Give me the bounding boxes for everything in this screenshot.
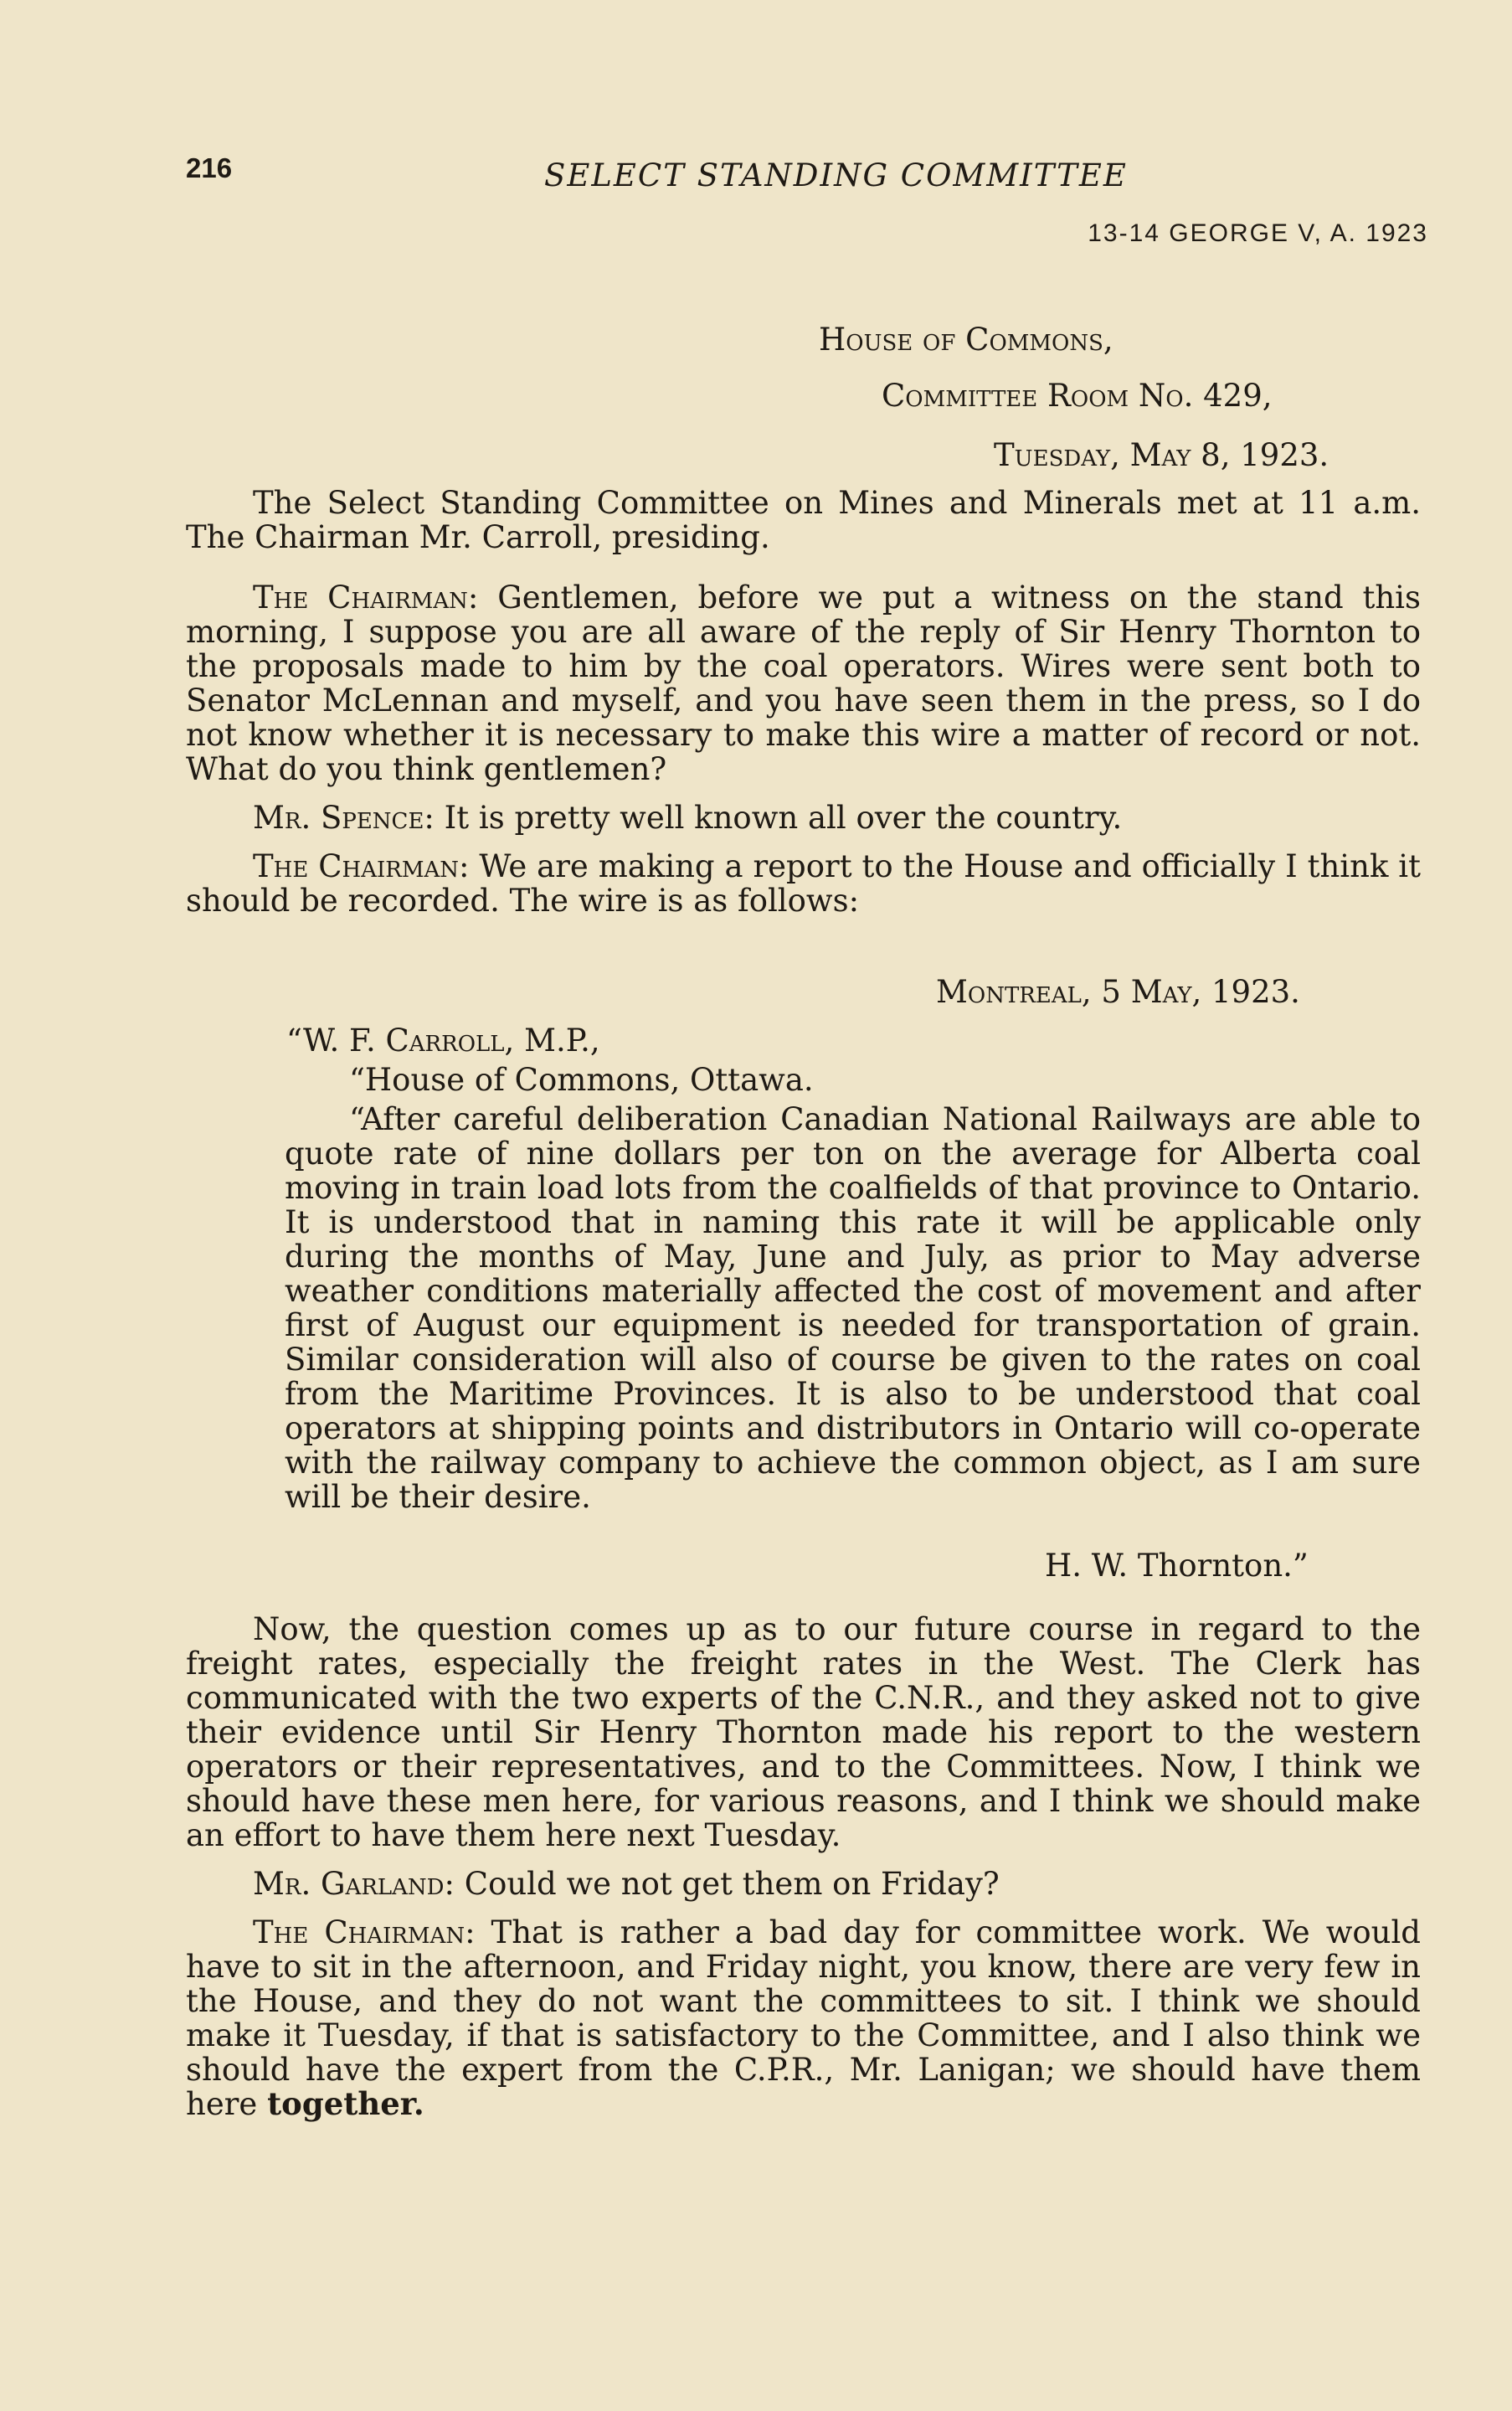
speech-chairman-3: Now, the question comes up as to our future course in regard to the freight rates, especially the freight rates in the West. The Clerk has communicated with the two experts of the C.N.R., and they asked not to give their evidence until Sir Henry Thornton made his report to the western operators or their representatives, and to the Committees. Now, I think we should have these men here, for various reasons, and I think we should make an effort to have them here next Tuesday.	[186, 1611, 1421, 1853]
opening-section	[186, 486, 1421, 554]
telegram-body: “After careful deliberation Canadian National Railways are able to quote rate of nine dollars per ton on the average for Alberta coal moving in train load lots from the coalfields of that province to Ontario. It is understood that in naming this rate it will be applicable only during the months of May, June and July, as prior to May adverse weather conditions materially affected the cost of movement and after first of August our equipment is needed for transportation of grain. Similar consideration will also of course be given to the rates on coal from the Maritime Provinces. It is also to be understood that coal operators at shipping points and distributors in Ontario will co-operate with the railway company to achieve the common object, as I am sure will be their desire.	[285, 1101, 1421, 1515]
running-title: SELECT STANDING COMMITTEE	[544, 157, 1128, 193]
speech-garland	[186, 1867, 1421, 1901]
telegram-place-date: Montreal, 5 May, 1923.	[936, 974, 1300, 1010]
speaker-label: The Chairman:	[253, 1914, 476, 1950]
speech-chairman-4	[186, 1915, 1421, 2121]
speech-chairman-2	[186, 849, 1421, 918]
opening-paragraph: The Select Standing Committee on Mines and Minerals met at 11 a.m. The Chairman Mr. Carroll, presiding.	[186, 485, 1421, 555]
telegram-address: “House of Commons, Ottawa.	[349, 1062, 814, 1098]
page-number: 216	[186, 152, 233, 183]
final-word: together.	[267, 2085, 424, 2122]
speaker-label: Mr. Garland:	[253, 1866, 455, 1902]
dateline-room: Committee Room No. 429,	[882, 378, 1273, 414]
proceedings-part-1	[186, 580, 1421, 918]
speaker-label: Mr. Spence:	[253, 800, 435, 836]
speaker-label: The Chairman:	[253, 580, 479, 616]
speech-text: We are making a report to the House and officially I think it should be recorded. The wire is as follows:	[186, 848, 1421, 919]
telegram-signature: H. W. Thornton.”	[1045, 1548, 1309, 1584]
proceedings-part-2	[186, 1612, 1421, 2121]
speech-text: It is pretty well known all over the country.	[444, 800, 1123, 836]
speech-chairman-1	[186, 580, 1421, 786]
speaker-label: The Chairman:	[253, 848, 470, 884]
speech-spence	[186, 801, 1421, 835]
session-reference: 13-14 GEORGE V, A. 1923	[1088, 219, 1428, 247]
speech-text: That is rather a bad day for committee work. We would have to sit in the afternoon, and Friday night, you know, there are very few in the House, and they do not want the committees to sit. I think we should make it Tuesday, if that is satisfactory to the Committee, and I also think we should have the expert from the C.P.R., Mr. Lanigan; we should have them here	[186, 1914, 1421, 2122]
speech-text: Could we not get them on Friday?	[464, 1866, 1000, 1902]
telegram-addressee: “W. F. Carroll, M.P.,	[286, 1023, 600, 1059]
speech-text: Gentlemen, before we put a witness on the stand this morning, I suppose you are all aware of the reply of Sir Henry Thornton to the proposals made to him by the coal operators. Wires were sent both to Senator McLennan and myself, and you have seen them in the press, so I do not know whether it is necessary to make this wire a matter of record or not. What do you think gentlemen?	[186, 580, 1421, 787]
telegram-section	[186, 1023, 1421, 1514]
dateline-date: Tuesday, May 8, 1923.	[994, 437, 1329, 473]
dateline-house: House of Commons,	[819, 322, 1113, 358]
